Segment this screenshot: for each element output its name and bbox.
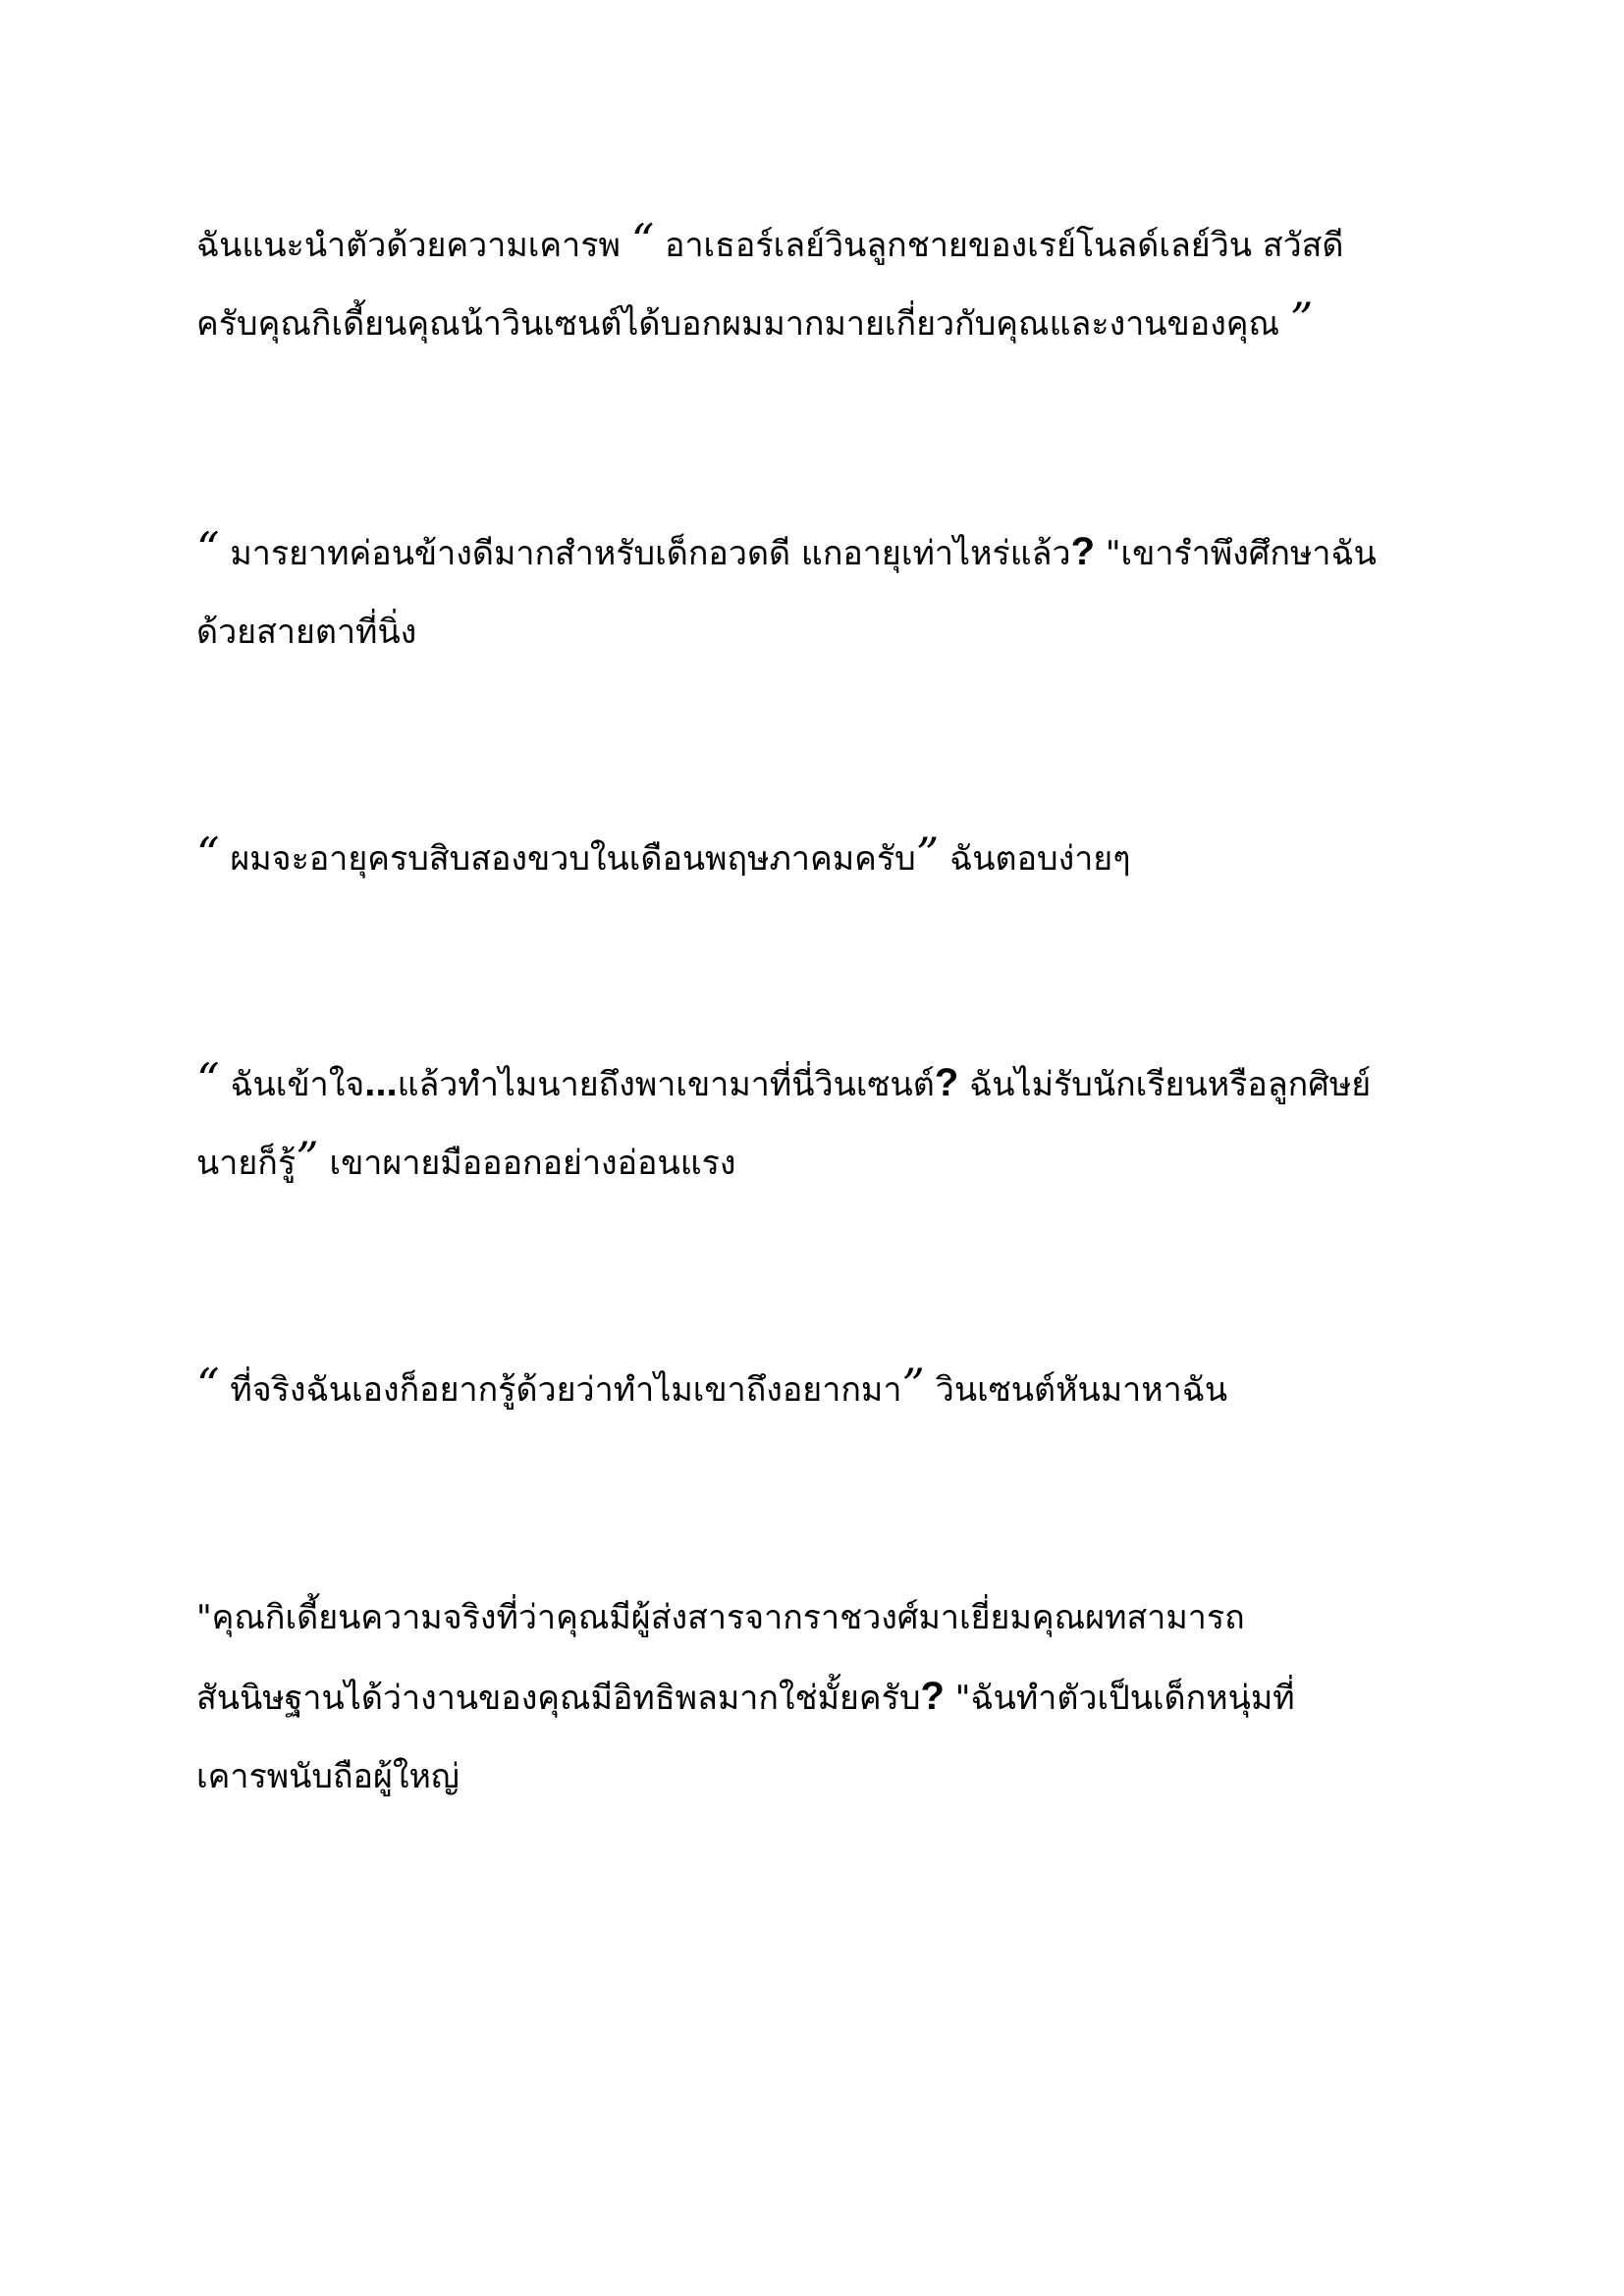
text-line [196, 1578, 1463, 1657]
text-run: ฉันตอบง่ายๆ [939, 839, 1131, 879]
question-mark: ? [920, 1675, 945, 1718]
open-quote: “ [196, 522, 220, 575]
ellipsis: ... [364, 1061, 398, 1104]
close-quote: ” [296, 1132, 319, 1185]
paragraph-age-answer [196, 820, 1463, 898]
text-run: ฉันเข้าใจ [219, 1065, 365, 1104]
text-run: "ฉันทำตัวเป็นเด็กหนุ่มที่ [944, 1679, 1295, 1718]
paragraph-gideon-influence [196, 1578, 1463, 1816]
text-line [196, 1043, 1463, 1124]
close-quote: ” [901, 1359, 925, 1412]
open-quote: “ [196, 1053, 220, 1106]
text-run: แล้วทำไมนายถึงพาเขามาที่นี่วินเซนต์ [397, 1065, 935, 1104]
text-run: เคารพนับถือผู้ใหญ่ [196, 1757, 460, 1796]
text-line [196, 1657, 1463, 1737]
text-run: ฉันแนะนำตัวด้วยความเคารพ [196, 226, 631, 265]
paragraph-age-question [196, 512, 1463, 671]
text-line [196, 1737, 1463, 1816]
open-quote: “ [196, 1359, 220, 1412]
text-run: ที่จริงฉันเองก็อยากรู้ด้วยว่าทำไมเขาถึงอยากมา [219, 1370, 902, 1410]
close-quote: ” [1289, 293, 1314, 346]
text-run: ผมจะอายุครบสิบสองขวบในเดือนพฤษภาคมครับ [219, 839, 916, 879]
text-run: "คุณกิเดี้ยนความจริงที่ว่าคุณมีผู้ส่งสารจากราชวงศ์มาเยี่ยมคุณผทสามารถ [196, 1598, 1245, 1637]
text-line [196, 1351, 1463, 1429]
text-run: "เขารำพึงศึกษาฉัน [1095, 534, 1377, 573]
text-run: ครับคุณกิเดี้ยนคุณน้าวินเซนต์ได้บอกผมมากมายเกี่ยวกับคุณและงานของคุณ [196, 304, 1290, 344]
text-run: ด้วยสายตาที่นิ่ง [196, 613, 417, 652]
close-quote: ” [915, 828, 940, 881]
paragraph-introduction [196, 206, 1463, 363]
question-mark: ? [934, 1061, 959, 1104]
open-quote: “ [630, 214, 655, 267]
text-line [196, 285, 1463, 363]
text-run: นายก็รู้ [196, 1144, 297, 1183]
text-line [196, 206, 1463, 285]
text-line [196, 512, 1463, 593]
text-line [196, 593, 1463, 671]
text-run: สันนิษฐานได้ว่างานของคุณมีอิทธิพลมากใช่มั้ยครับ [196, 1679, 921, 1718]
paragraph-vincent [196, 1351, 1463, 1429]
text-run: อาเธอร์เลย์วินลูกชายของเรย์โนลด์เลย์วิน สวัสดี [654, 226, 1344, 265]
question-mark: ? [1070, 530, 1096, 573]
text-run: วินเซนต์หันมาหาฉัน [924, 1370, 1228, 1410]
text-line [196, 820, 1463, 898]
paragraph-why-brought [196, 1043, 1463, 1202]
text-run: ฉันไม่รับนักเรียนหรือลูกศิษย์ [958, 1065, 1372, 1104]
text-line [196, 1124, 1463, 1202]
open-quote: “ [196, 828, 220, 881]
text-run: เขาผายมือออกอย่างอ่อนแรง [318, 1144, 736, 1183]
text-run: มารยาทค่อนข้างดีมากสำหรับเด็กอวดดี แกอายุเท่าไหร่แล้ว [219, 534, 1071, 573]
